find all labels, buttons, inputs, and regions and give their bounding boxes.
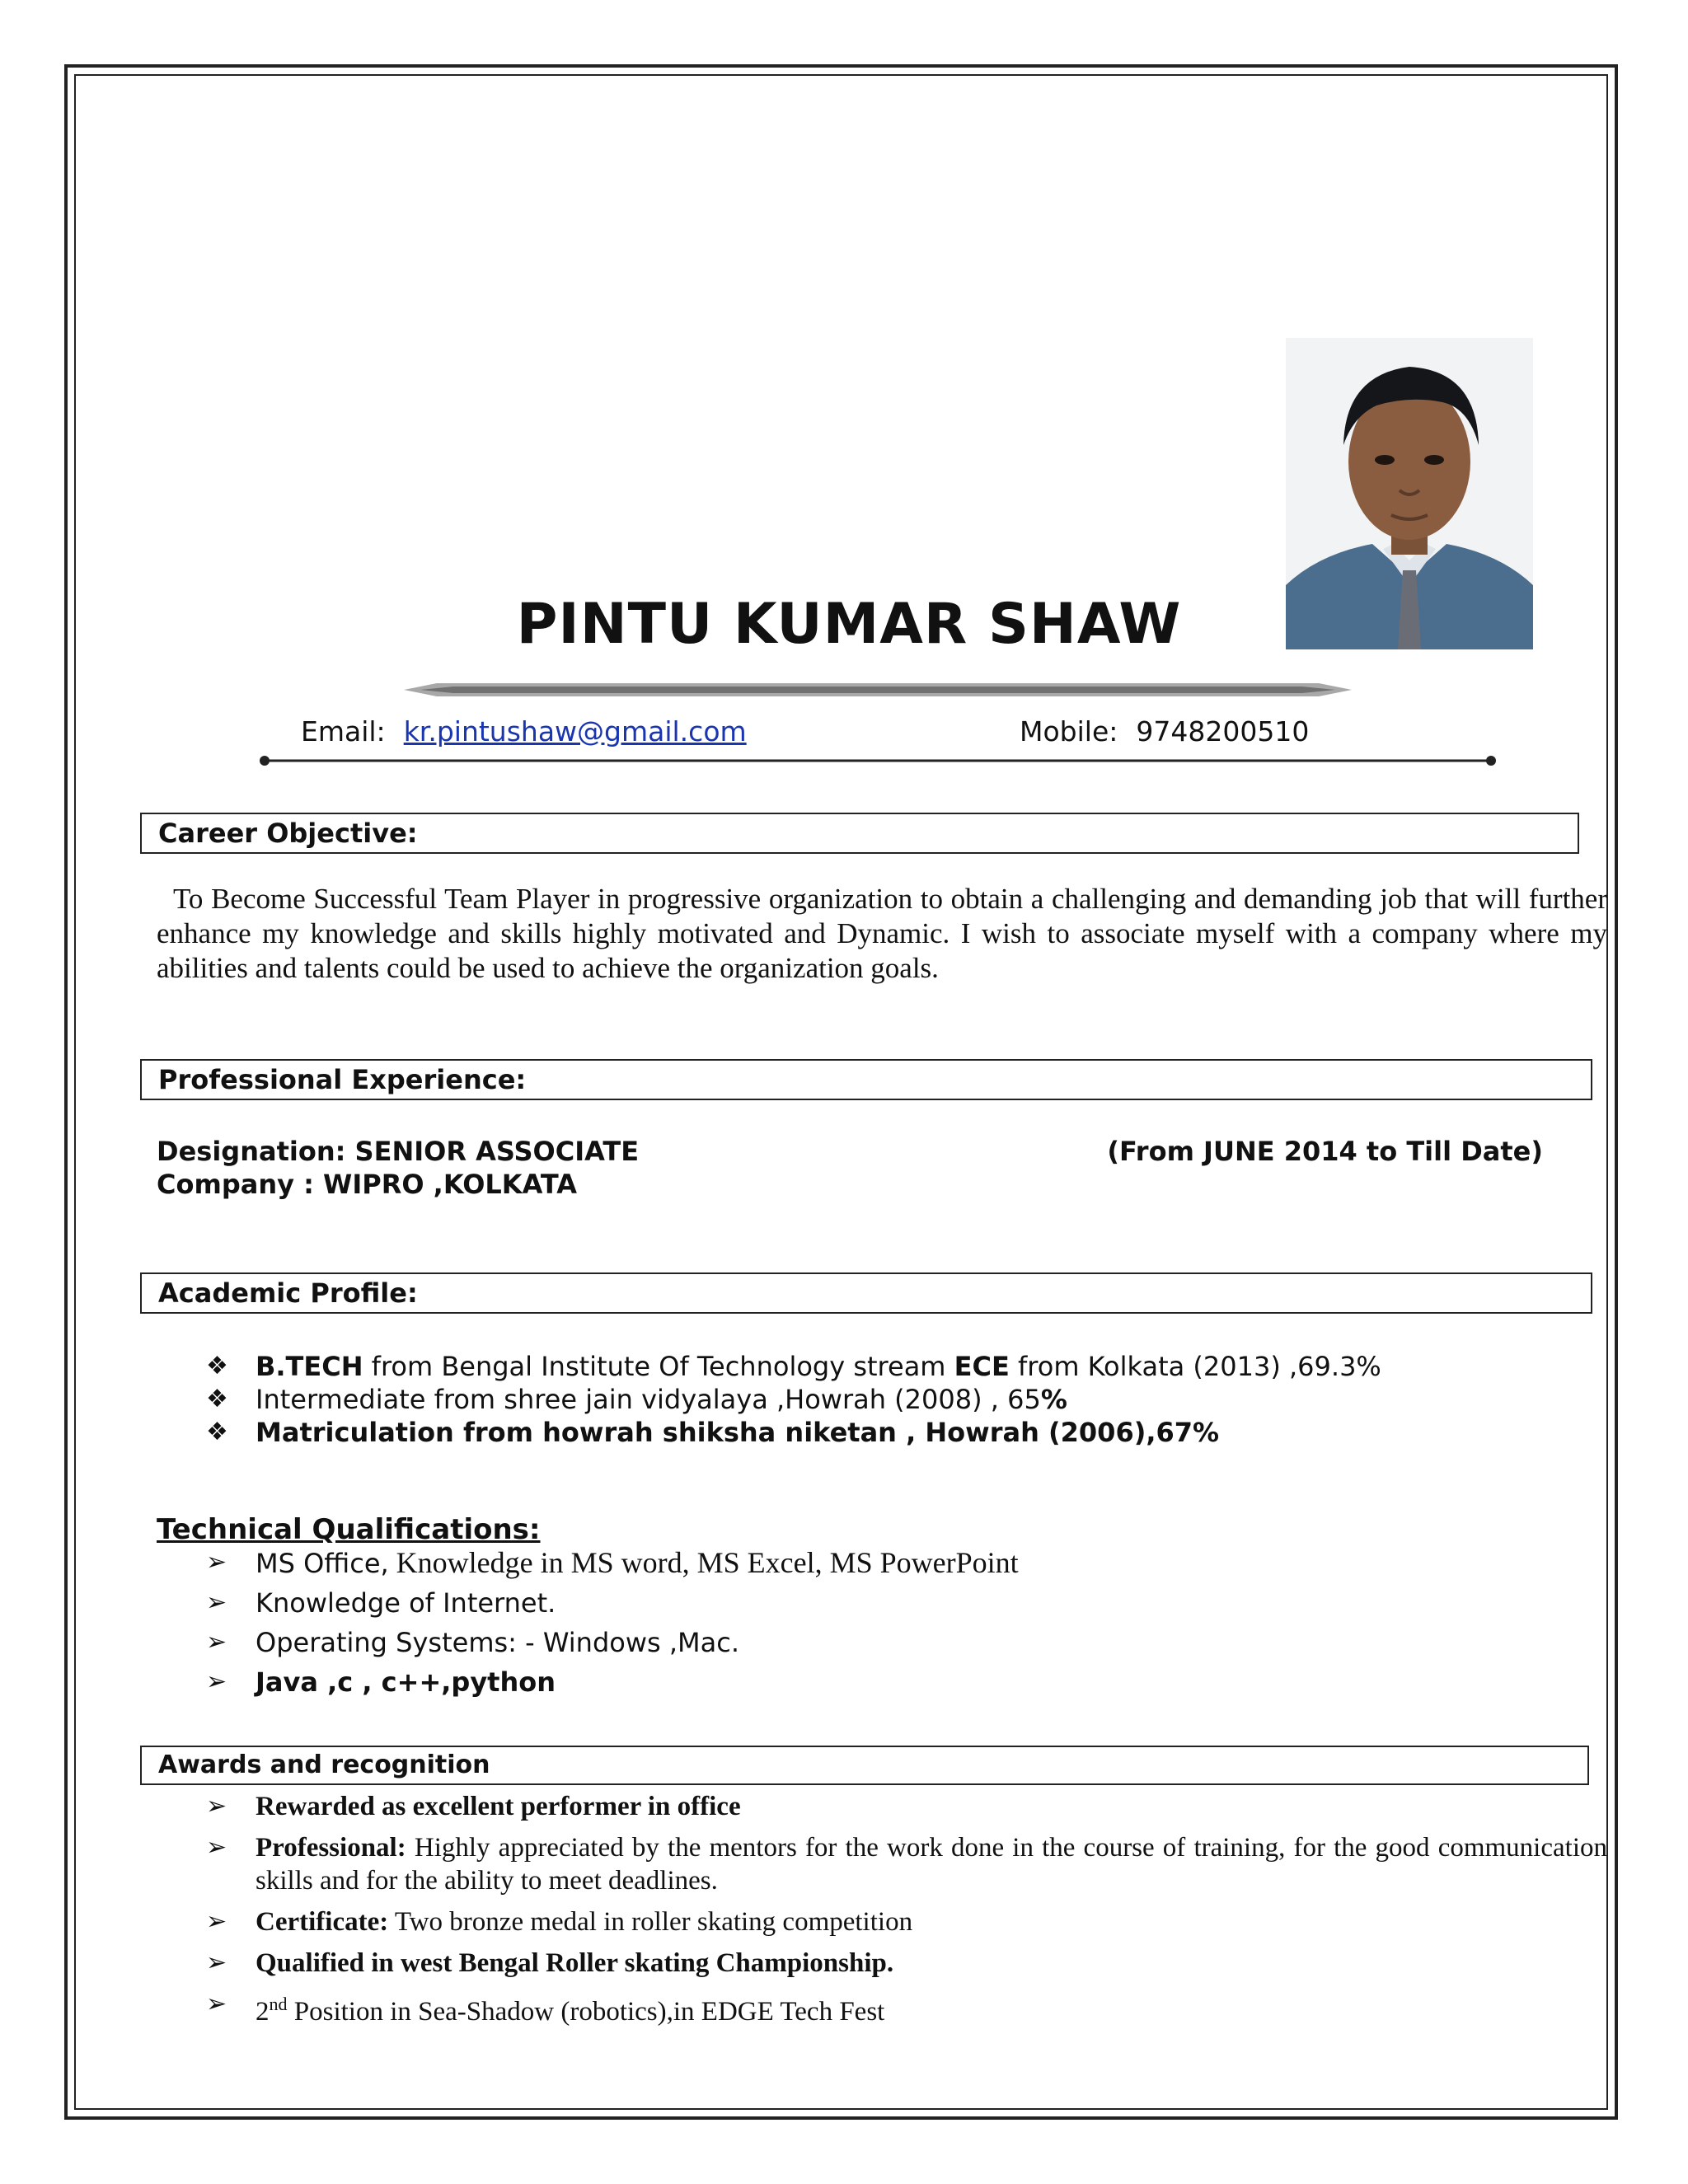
designation: Designation: SENIOR ASSOCIATE [157, 1136, 640, 1167]
profile-photo [1286, 338, 1533, 649]
list-item: ➢ 2nd Position in Sea-Shadow (robotics),in EDGE Tech Fest [206, 1988, 1607, 2028]
arrow-bullet-icon: ➢ [206, 1908, 227, 1935]
arrow-bullet-icon: ➢ [206, 1628, 227, 1657]
arrow-bullet-icon: ➢ [206, 1834, 227, 1861]
list-item: ➢ Knowledge of Internet. [206, 1583, 1607, 1623]
list-item: ➢ Qualified in west Bengal Roller skating Championship. [206, 1948, 894, 1978]
section-career-objective: Career Objective: [140, 813, 1579, 854]
diamond-bullet-icon: ❖ [206, 1385, 228, 1413]
list-item: ❖ Matriculation from howrah shiksha niketan , Howrah (2006),67% [206, 1417, 1220, 1448]
list-item: ➢ Java ,c , c++,python [206, 1662, 1607, 1702]
email-link[interactable]: kr.pintushaw@gmail.com [403, 715, 747, 748]
email-line [301, 715, 747, 748]
list-item: ❖ Intermediate from shree jain vidyalaya ,Howrah (2008) , 65% [206, 1384, 1067, 1415]
diamond-bullet-icon: ❖ [206, 1418, 228, 1446]
email-label: Email: [301, 715, 386, 748]
list-item: ❖ B.TECH from Bengal Institute Of Technology stream ECE from Kolkata (2013) ,69.3% [206, 1351, 1381, 1382]
arrow-bullet-icon: ➢ [206, 1793, 227, 1820]
awards-list [206, 1790, 1607, 2036]
contact-divider-rule [260, 752, 1496, 770]
arrow-bullet-icon: ➢ [206, 1548, 227, 1577]
arrow-bullet-icon: ➢ [206, 1990, 227, 2018]
list-item: ➢ Certificate: Two bronze medal in roller skating competition [206, 1907, 913, 1937]
arrow-bullet-icon: ➢ [206, 1949, 227, 1976]
mobile-line [1020, 715, 1309, 748]
technical-list [206, 1543, 1607, 1702]
candidate-name: PINTU KUMAR SHAW [516, 592, 1182, 657]
career-objective-text: To Become Successful Team Player in progressive organization to obtain a challenging and demanding job that will further enhance my knowledge and skills highly motivated and Dynamic. I wish to associate myself with a company where my abilities and talents could be used to achieve the organization goals. [157, 883, 1607, 984]
mobile-number: 9748200510 [1136, 715, 1310, 748]
list-item: ➢ Professional: Highly appreciated by the mentors for the work done in the course of training, for the good communication skills and for the ability to meet deadlines. [206, 1833, 1607, 1896]
academic-list [206, 1350, 1607, 1449]
section-academic-profile: Academic Profile: [140, 1272, 1592, 1314]
section-professional-experience: Professional Experience: [140, 1059, 1592, 1100]
name-underline-rule [404, 681, 1352, 699]
company: Company : WIPRO ,KOLKATA [157, 1169, 577, 1200]
section-awards: Awards and recognition [140, 1746, 1589, 1785]
arrow-bullet-icon: ➢ [206, 1667, 227, 1696]
list-item: ➢ Rewarded as excellent performer in office [206, 1792, 741, 1821]
employment-period: (From JUNE 2014 to Till Date) [1107, 1136, 1543, 1167]
arrow-bullet-icon: ➢ [206, 1588, 227, 1617]
mobile-label: Mobile: [1020, 715, 1118, 748]
section-technical-qualifications: Technical Qualifications: [157, 1513, 541, 1546]
diamond-bullet-icon: ❖ [206, 1352, 228, 1380]
list-item: ➢ MS Office, Knowledge in MS word, MS Excel, MS PowerPoint [206, 1543, 1607, 1583]
list-item: ➢ Operating Systems: - Windows ,Mac. [206, 1623, 1607, 1662]
